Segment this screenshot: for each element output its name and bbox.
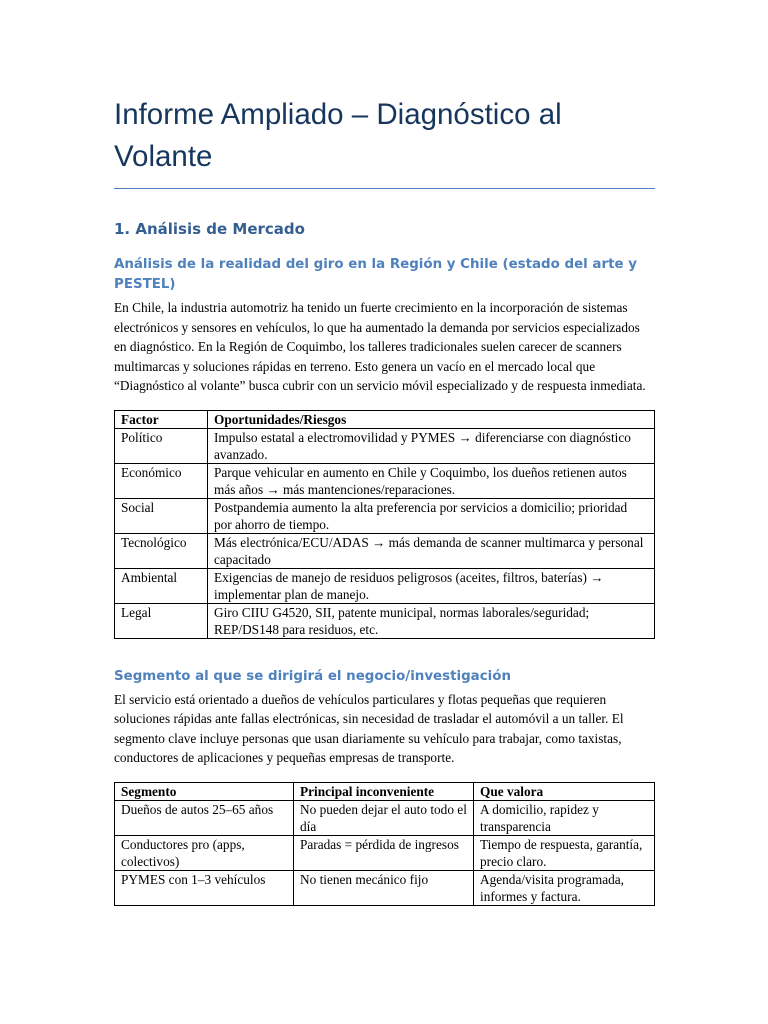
document-page xyxy=(114,94,655,906)
table-cell: PYMES con 1–3 vehículos xyxy=(115,870,294,905)
table-cell: Agenda/visita programada, informes y factura. xyxy=(474,870,655,905)
table-row xyxy=(115,428,655,463)
table-cell: Postpandemia aumento la alta preferencia por servicios a domicilio; prioridad por ahorro de tiempo. xyxy=(208,498,655,533)
table-cell: Giro CIIU G4520, SII, patente municipal, normas laborales/seguridad; REP/DS148 para residuos, etc. xyxy=(208,603,655,638)
table-row xyxy=(115,603,655,638)
column-header-opportunities: Oportunidades/Riesgos xyxy=(208,410,655,428)
pestel-table xyxy=(114,410,655,639)
table-cell: Político xyxy=(115,428,208,463)
table-cell: A domicilio, rapidez y transparencia xyxy=(474,800,655,835)
column-header-main-issue: Principal inconveniente xyxy=(294,782,474,800)
table-cell: Económico xyxy=(115,463,208,498)
table-cell: Tiempo de respuesta, garantía, precio claro. xyxy=(474,835,655,870)
table-cell: Tecnológico xyxy=(115,533,208,568)
table-row xyxy=(115,568,655,603)
table-cell: Parque vehicular en aumento en Chile y Coquimbo, los dueños retienen autos más años → más mantenciones/reparaciones. xyxy=(208,463,655,498)
column-header-segment: Segmento xyxy=(115,782,294,800)
table-cell: Exigencias de manejo de residuos peligrosos (aceites, filtros, baterías) → implementar plan de manejo. xyxy=(208,568,655,603)
column-header-values: Que valora xyxy=(474,782,655,800)
table-cell: Dueños de autos 25–65 años xyxy=(115,800,294,835)
paragraph-target-segment: El servicio está orientado a dueños de vehículos particulares y flotas pequeñas que requieren soluciones rápidas ante fallas electrónicas, sin necesidad de trasladar el automóvil a un taller. El segmento clave incluye personas que usan diariamente su vehículo para trabajar, como taxistas, conductores de aplicaciones y pequeñas empresas de transporte. xyxy=(114,691,624,765)
table-cell: No pueden dejar el auto todo el día xyxy=(294,800,474,835)
table-cell: No tienen mecánico fijo xyxy=(294,870,474,905)
subheading-target-segment: Segmento al que se dirigirá el negocio/investigación xyxy=(114,668,511,684)
table-cell: Paradas = pérdida de ingresos xyxy=(294,835,474,870)
document-title: Informe Ampliado – Diagnóstico al Volante xyxy=(114,94,655,189)
table-row xyxy=(115,835,655,870)
table-cell: Ambiental xyxy=(115,568,208,603)
table-cell: Impulso estatal a electromovilidad y PYMES → diferenciarse con diagnóstico avanzado. xyxy=(208,428,655,463)
table-row xyxy=(115,800,655,835)
paragraph-market-context: En Chile, la industria automotriz ha tenido un fuerte crecimiento en la incorporación de sistemas electrónicos y sensores en vehículos, lo que ha aumentado la demanda por servicios especializados en diagnóstico. En la Región de Coquimbo, los talleres tradicionales suelen carecer de scanners multimarcas y soluciones rápidas en terreno. Esto genera un vacío en el mercado local que “Diagnóstico al volante” busca cubrir con un servicio móvil especializado y de respuesta inmediata. xyxy=(114,300,646,393)
table-row xyxy=(115,870,655,905)
table-row xyxy=(115,533,655,568)
table-cell: Más electrónica/ECU/ADAS → más demanda de scanner multimarca y personal capacitado xyxy=(208,533,655,568)
table-header-row xyxy=(115,410,655,428)
table-cell: Conductores pro (apps, colectivos) xyxy=(115,835,294,870)
table-cell: Social xyxy=(115,498,208,533)
table-row xyxy=(115,498,655,533)
table-row xyxy=(115,463,655,498)
table-header-row xyxy=(115,782,655,800)
segments-table xyxy=(114,782,655,906)
table-cell: Legal xyxy=(115,603,208,638)
column-header-factor: Factor xyxy=(115,410,208,428)
subheading-pestel: Análisis de la realidad del giro en la Región y Chile (estado del arte y PESTEL) xyxy=(114,257,637,292)
section-heading-market-analysis: 1. Análisis de Mercado xyxy=(114,220,305,238)
